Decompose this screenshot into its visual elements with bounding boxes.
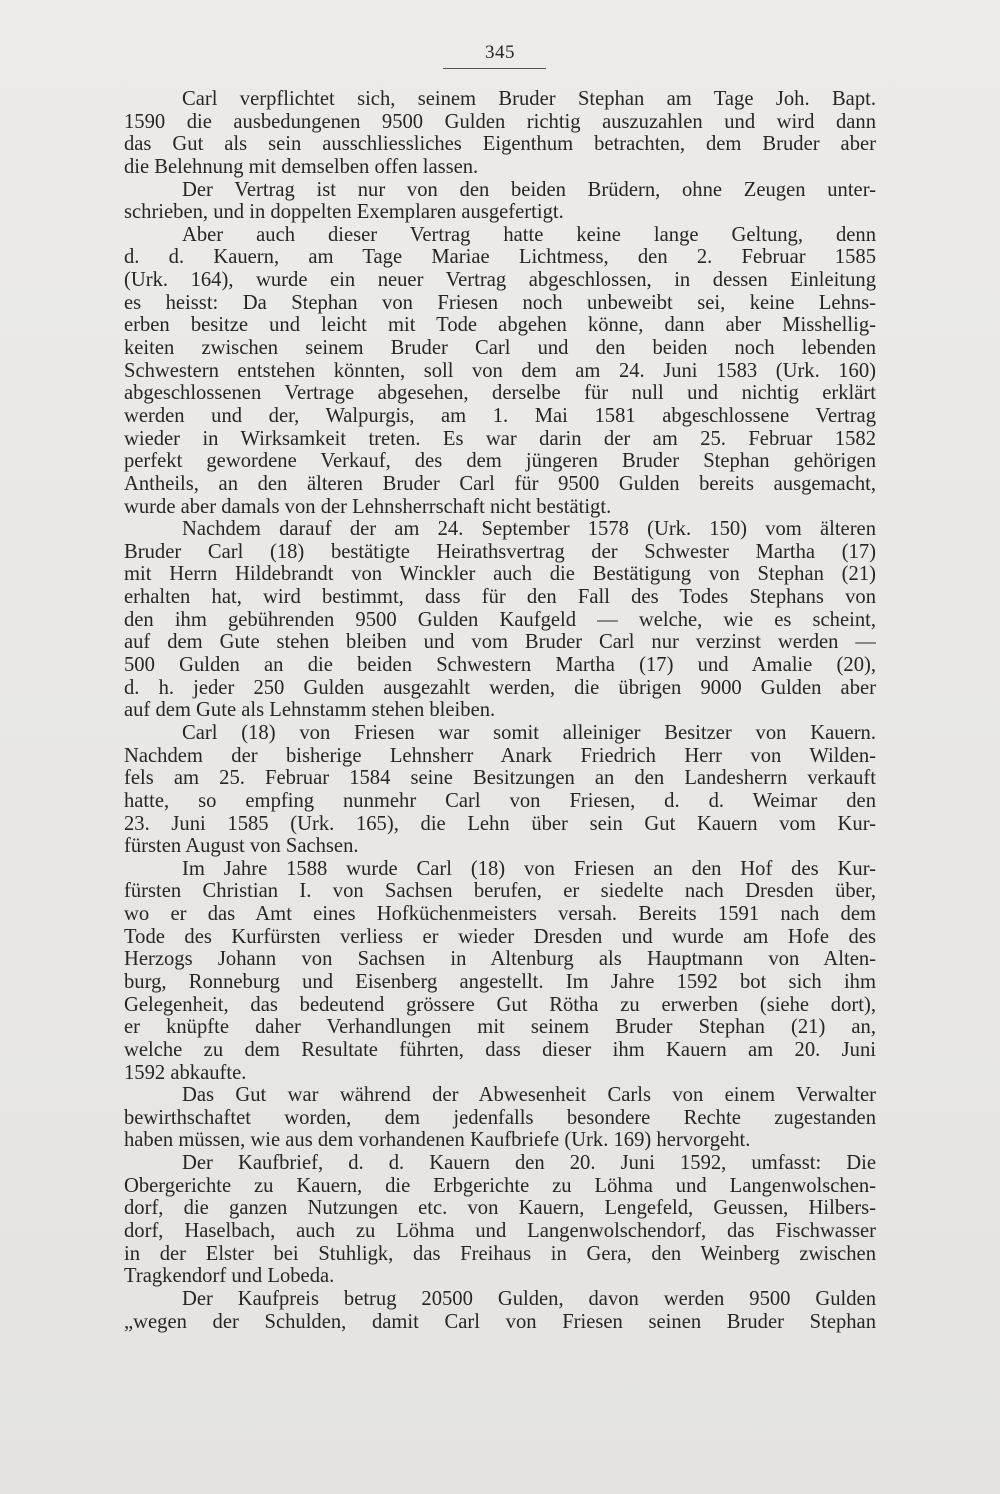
text-line: Der Vertrag ist nur von den beiden Brüdern, ohne Zeugen unter- [182,178,876,201]
text-line: Obergerichte zu Kauern, die Erbgerichte zu Löhma und Langenwolschen- [124,1174,876,1197]
text-line: fürsten August von Sachsen. [124,835,359,858]
text-line: dorf, Haselbach, auch zu Löhma und Langenwolschendorf, das Fischwasser [124,1220,876,1243]
text-line: Das Gut war während der Abwesenheit Carls von einem Verwalter [182,1084,876,1107]
text-line: 1592 abkaufte. [124,1061,247,1084]
text-line: Tragkendorf und Lobeda. [124,1265,335,1288]
text-line: Bruder Carl (18) bestätigte Heirathsvertrag der Schwester Martha (17) [124,540,876,563]
text-line: schrieben, und in doppelten Exemplaren ausgefertigt. [124,201,564,224]
text-line: „wegen der Schulden, damit Carl von Friesen seinen Bruder Stephan [124,1310,876,1333]
text-line: keiten zwischen seinem Bruder Carl und den beiden noch lebenden [124,337,876,360]
text-line: Nachdem darauf der am 24. September 1578 (Urk. 150) vom älteren [182,518,876,541]
text-line: in der Elster bei Stuhligk, das Freihaus in Gera, den Weinberg zwischen [124,1242,876,1265]
text-line: fürsten Christian I. von Sachsen berufen, er siedelte nach Dresden über, [124,880,876,903]
text-line: hatte, so empfing nunmehr Carl von Friesen, d. d. Weimar den [124,789,876,812]
text-line: Gelegenheit, das bedeutend grössere Gut Rötha zu erwerben (siehe dort), [124,993,876,1016]
text-line: auf dem Gute stehen bleiben und vom Bruder Carl nur verzinst werden — [124,631,876,654]
text-line: burg, Ronneburg und Eisenberg angestellt. Im Jahre 1592 bot sich ihm [124,970,876,993]
text-line: die Belehnung mit demselben offen lassen. [124,155,479,178]
text-line: perfekt gewordene Verkauf, des dem jüngeren Bruder Stephan gehörigen [124,450,876,473]
text-line: (Urk. 164), wurde ein neuer Vertrag abgeschlossen, in dessen Einleitung [124,269,876,292]
text-line: Schwestern entstehen könnten, soll von dem am 24. Juni 1583 (Urk. 160) [124,359,876,382]
text-line: 500 Gulden an die beiden Schwestern Martha (17) und Amalie (20), [124,654,876,677]
text-line: 23. Juni 1585 (Urk. 165), die Lehn über sein Gut Kauern vom Kur- [124,812,876,835]
body-text [124,88,876,1333]
text-line: werden und der, Walpurgis, am 1. Mai 1581 abgeschlossene Vertrag [124,404,876,427]
text-line: Tode des Kurfürsten verliess er wieder Dresden und wurde am Hofe des [124,925,876,948]
text-line: d. d. Kauern, am Tage Mariae Lichtmess, den 2. Februar 1585 [124,246,876,269]
text-line: Der Kaufbrief, d. d. Kauern den 20. Juni 1592, umfasst: Die [182,1152,876,1175]
text-line: Der Kaufpreis betrug 20500 Gulden, davon werden 9500 Gulden [182,1287,876,1310]
text-line: bewirthschaftet worden, dem jedenfalls besondere Rechte zugestanden [124,1106,876,1129]
text-line: auf dem Gute als Lehnstamm stehen bleiben. [124,699,496,722]
text-line: den ihm gebührenden 9500 Gulden Kaufgeld — welche, wie es scheint, [124,608,876,631]
text-line: es heisst: Da Stephan von Friesen noch unbeweibt sei, keine Lehns- [124,291,876,314]
text-line: mit Herrn Hildebrandt von Winckler auch die Bestätigung von Stephan (21) [124,563,876,586]
text-line: wieder in Wirksamkeit treten. Es war darin der am 25. Februar 1582 [124,427,876,450]
text-line: 1590 die ausbedungenen 9500 Gulden richtig auszuzahlen und wird dann [124,110,876,133]
text-line: wurde aber damals von der Lehnsherrschaft nicht bestätigt. [124,495,612,518]
text-line: Carl verpflichtet sich, seinem Bruder Stephan am Tage Joh. Bapt. [182,88,876,110]
text-line: Nachdem der bisherige Lehnsherr Anark Friedrich Herr von Wilden- [124,744,876,767]
text-line: Antheils, an den älteren Bruder Carl für 9500 Gulden bereits ausgemacht, [124,472,876,495]
text-line: d. h. jeder 250 Gulden ausgezahlt werden, die übrigen 9000 Gulden aber [124,676,876,699]
text-line: Herzogs Johann von Sachsen in Altenburg als Hauptmann von Alten- [124,948,876,971]
text-line: das Gut als sein ausschliessliches Eigenthum betrachten, dem Bruder aber [124,133,876,156]
text-line: Aber auch dieser Vertrag hatte keine lange Geltung, denn [182,223,876,246]
page-number: 345 [485,42,515,63]
text-line: welche zu dem Resultate führten, dass dieser ihm Kauern am 20. Juni [124,1038,876,1061]
text-line: dorf, die ganzen Nutzungen etc. von Kauern, Lengefeld, Geussen, Hilbers- [124,1197,876,1220]
text-line: erben besitze und leicht mit Tode abgehen könne, dann aber Misshellig- [124,314,876,337]
text-line: fels am 25. Februar 1584 seine Besitzungen an den Landesherrn verkauft [124,767,876,790]
text-line: haben müssen, wie aus dem vorhandenen Kaufbriefe (Urk. 169) hervorgeht. [124,1129,751,1152]
text-line: wo er das Amt eines Hofküchenmeisters versah. Bereits 1591 nach dem [124,903,876,926]
text-line: abgeschlossenen Vertrage abgesehen, derselbe für null und nichtig erklärt [124,382,876,405]
page-number-rule [443,68,546,69]
text-line: er knüpfte daher Verhandlungen mit seinem Bruder Stephan (21) an, [124,1016,876,1039]
text-line: Carl (18) von Friesen war somit alleiniger Besitzer von Kauern. [182,721,876,744]
text-line: Im Jahre 1588 wurde Carl (18) von Friesen an den Hof des Kur- [182,857,876,880]
text-line: erhalten hat, wird bestimmt, dass für den Fall des Todes Stephans von [124,586,876,609]
